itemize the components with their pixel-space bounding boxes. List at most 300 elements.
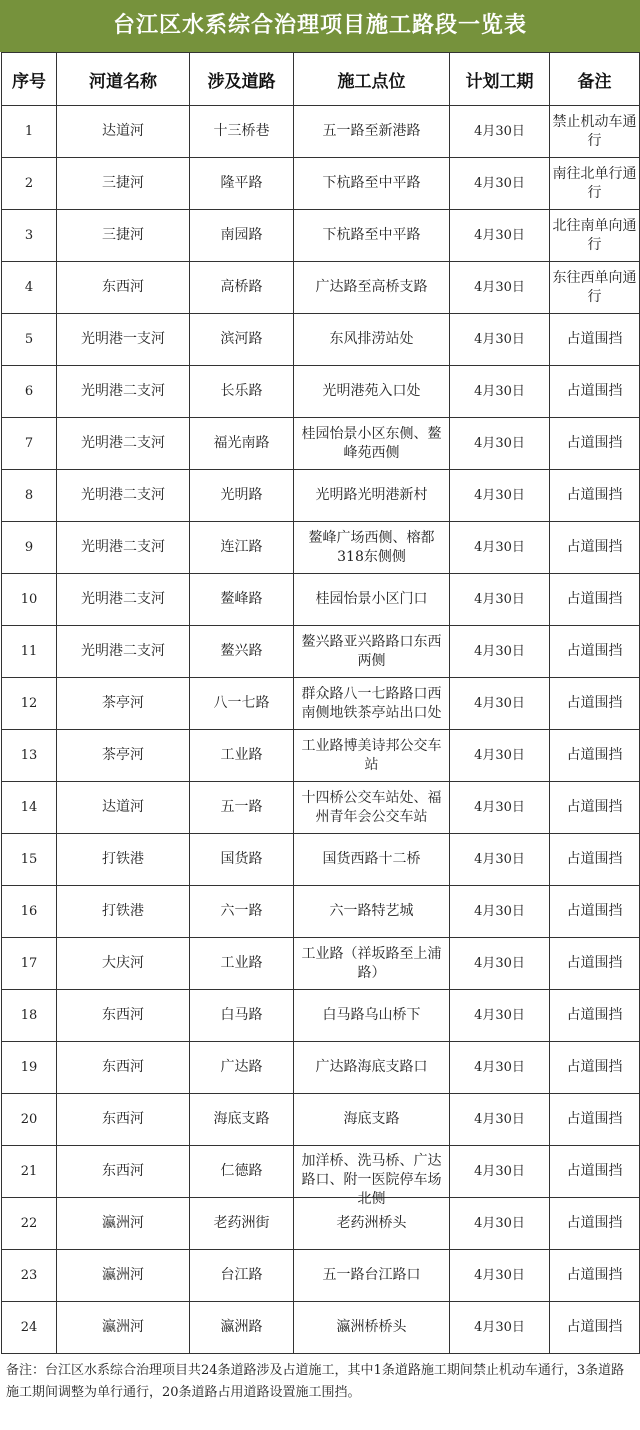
cell-river [57,990,190,1042]
cell-schedule [450,314,550,366]
cell-index-text: 24 [20,1320,38,1335]
cell-index [2,730,57,782]
cell-schedule [450,626,550,678]
cell-road-text: 隆平路 [220,175,263,191]
cell-river-text: 光明港二支河 [81,487,165,503]
table-row [2,1302,640,1354]
cell-remark-text: 占道围挡 [566,799,623,815]
cell-river-text: 光明港二支河 [81,643,165,659]
cell-index-text: 6 [24,384,34,399]
cell-schedule-text: 4月30日 [474,956,525,971]
cell-schedule [450,782,550,834]
cell-road [190,1094,294,1146]
cell-index [2,262,57,314]
cell-remark [550,678,640,730]
cell-remark [550,834,640,886]
cell-site-text: 下杭路至中平路 [322,227,421,243]
cell-remark-text: 占道围挡 [566,1111,623,1127]
cell-remark-text: 占道围挡 [566,1319,623,1335]
cell-remark [550,626,640,678]
cell-road-text: 十三桥巷 [213,123,270,139]
cell-site [294,886,450,938]
cell-remark-text: 占道围挡 [566,539,623,555]
cell-index-text: 12 [20,696,38,711]
cell-river-text: 光明港二支河 [81,383,165,399]
cell-road-text: 八一七路 [213,695,270,711]
cell-index-text: 17 [20,956,38,971]
cell-site-text: 国货西路十二桥 [322,851,421,867]
cell-road-text: 白马路 [220,1007,263,1023]
cell-index [2,990,57,1042]
cell-schedule-text: 4月30日 [474,1268,525,1283]
cell-schedule [450,730,550,782]
cell-river [57,782,190,834]
cell-remark-text: 占道围挡 [566,591,623,607]
cell-river-text: 打铁港 [102,851,144,867]
cell-remark [550,470,640,522]
cell-schedule-text: 4月30日 [474,228,525,243]
cell-river-text: 光明港一支河 [81,331,165,347]
cell-site [294,1146,450,1207]
cell-schedule [450,470,550,522]
cell-schedule [450,366,550,418]
cell-index [2,158,57,210]
cell-remark-text: 占道围挡 [566,1267,623,1283]
cell-site [294,990,450,1042]
cell-remark [550,1042,640,1094]
cell-index [2,782,57,834]
cell-remark [550,1198,640,1250]
cell-road-text: 福光南路 [213,435,270,451]
cell-river-text: 瀛洲河 [102,1319,144,1335]
cell-site [294,262,450,314]
cell-road-text: 五一路 [220,799,263,815]
cell-index [2,1094,57,1146]
cell-road-text: 高桥路 [220,279,263,295]
cell-index-text: 13 [20,748,38,763]
cell-index [2,522,57,574]
cell-road-text: 六一路 [220,903,263,919]
cell-schedule [450,1250,550,1302]
header-river: 河道名称 [57,53,190,106]
table-row [2,210,640,262]
cell-schedule-text: 4月30日 [474,1008,525,1023]
cell-road [190,106,294,158]
cell-schedule [450,262,550,314]
cell-road-text: 鳌峰路 [220,591,263,607]
cell-road [190,314,294,366]
cell-site-text: 工业路博美诗邦公交车站 [301,737,442,773]
cell-site [294,678,450,730]
cell-schedule-text: 4月30日 [474,748,525,763]
cell-schedule-text: 4月30日 [474,540,525,555]
table-row [2,1250,640,1302]
cell-index [2,314,57,366]
cell-site [294,834,450,886]
table-row [2,574,640,626]
cell-site-text: 广达路至高桥支路 [315,279,428,295]
cell-road [190,1198,294,1250]
cell-index-text: 2 [24,176,34,191]
cell-river-text: 东西河 [102,1163,144,1179]
cell-river-text: 大庆河 [102,955,144,971]
cell-schedule [450,1146,550,1198]
cell-index [2,574,57,626]
cell-site-text: 六一路特艺城 [329,903,414,919]
cell-site [294,1042,450,1094]
cell-index-text: 19 [20,1060,38,1075]
cell-index-text: 22 [20,1216,38,1231]
table-row [2,782,640,834]
cell-river-text: 茶亭河 [102,695,144,711]
cell-schedule-text: 4月30日 [474,436,525,451]
cell-index [2,366,57,418]
table-header-row [2,53,640,106]
cell-river [57,366,190,418]
cell-index [2,210,57,262]
table-row [2,886,640,938]
cell-remark-text: 占道围挡 [566,383,623,399]
cell-schedule [450,574,550,626]
cell-index-text: 5 [24,332,34,347]
cell-index [2,1250,57,1302]
cell-schedule [450,938,550,990]
cell-river-text: 东西河 [102,1111,144,1127]
cell-river-text: 光明港二支河 [81,539,165,555]
construction-table [1,52,640,1354]
cell-index [2,886,57,938]
cell-remark-text: 占道围挡 [566,487,623,503]
cell-schedule [450,1094,550,1146]
cell-site-text: 群众路八一七路路口西南侧地铁茶亭站出口处 [301,685,442,721]
table-row [2,418,640,470]
cell-road [190,418,294,470]
cell-remark [550,1094,640,1146]
cell-site [294,730,450,782]
table-row [2,1042,640,1094]
cell-remark [550,1250,640,1302]
cell-remark [550,210,640,262]
cell-road [190,886,294,938]
cell-site [294,314,450,366]
table-row [2,470,640,522]
cell-river [57,106,190,158]
cell-road-text: 瀛洲路 [220,1319,263,1335]
cell-river [57,730,190,782]
cell-road-text: 国货路 [220,851,263,867]
cell-river [57,626,190,678]
cell-remark [550,366,640,418]
cell-river-text: 光明港二支河 [81,591,165,607]
cell-river [57,886,190,938]
cell-road [190,522,294,574]
table-row [2,1146,640,1198]
cell-road [190,626,294,678]
cell-road [190,1302,294,1354]
cell-index [2,1302,57,1354]
cell-river [57,938,190,990]
cell-road [190,574,294,626]
cell-river [57,1146,190,1198]
cell-index [2,1146,57,1198]
cell-site [294,158,450,210]
cell-river [57,314,190,366]
cell-index [2,470,57,522]
cell-road-text: 南园路 [220,227,263,243]
header-site: 施工点位 [294,53,450,106]
cell-river [57,522,190,574]
cell-road [190,730,294,782]
cell-index [2,106,57,158]
cell-road-text: 工业路 [220,955,263,971]
cell-remark [550,522,640,574]
cell-schedule [450,886,550,938]
cell-road-text: 滨河路 [220,331,263,347]
cell-site-text: 十四桥公交车站处、福州青年会公交车站 [301,789,442,825]
cell-remark [550,886,640,938]
cell-schedule [450,158,550,210]
cell-site-text: 白马路乌山桥下 [322,1007,421,1023]
cell-river-text: 达道河 [102,799,144,815]
cell-site [294,522,450,574]
cell-remark [550,782,640,834]
header-index: 序号 [2,53,57,106]
cell-river [57,262,190,314]
cell-index [2,938,57,990]
table-row [2,938,640,990]
cell-river-text: 达道河 [102,123,144,139]
cell-remark [550,418,640,470]
table-row [2,158,640,210]
cell-road-text: 工业路 [220,747,263,763]
cell-schedule-text: 4月30日 [474,696,525,711]
cell-site [294,574,450,626]
header-road: 涉及道路 [190,53,294,106]
cell-river-text: 东西河 [102,279,144,295]
cell-site [294,1250,450,1302]
cell-site [294,366,450,418]
cell-remark [550,574,640,626]
cell-river [57,1094,190,1146]
cell-remark-text: 北往南单向通行 [552,217,637,253]
cell-remark [550,106,640,158]
table-row [2,834,640,886]
cell-road [190,158,294,210]
cell-schedule-text: 4月30日 [474,1112,525,1127]
cell-index [2,678,57,730]
cell-remark-text: 占道围挡 [566,435,623,451]
cell-schedule-text: 4月30日 [474,1216,525,1231]
cell-remark-text: 南往北单行通行 [552,165,637,201]
cell-index-text: 20 [20,1112,38,1127]
cell-index-text: 1 [24,124,34,139]
cell-road [190,470,294,522]
cell-remark-text: 占道围挡 [566,1059,623,1075]
cell-index-text: 18 [20,1008,38,1023]
cell-remark-text: 占道围挡 [566,903,623,919]
cell-river [57,158,190,210]
cell-remark-text: 占道围挡 [566,1163,623,1179]
cell-site-text: 鳌兴路亚兴路路口东西两侧 [301,633,442,669]
cell-remark-text: 占道围挡 [566,1007,623,1023]
cell-schedule-text: 4月30日 [474,332,525,347]
cell-road-text: 长乐路 [220,383,263,399]
cell-site [294,106,450,158]
cell-site-text: 五一路台江路口 [322,1267,421,1283]
cell-schedule [450,1198,550,1250]
cell-site [294,938,450,990]
cell-site-text: 海底支路 [343,1111,400,1127]
cell-schedule-text: 4月30日 [474,1060,525,1075]
cell-remark-text: 占道围挡 [566,851,623,867]
cell-river [57,470,190,522]
cell-remark [550,990,640,1042]
table-row [2,262,640,314]
cell-remark [550,158,640,210]
cell-remark-text: 占道围挡 [566,643,623,659]
cell-remark-text: 占道围挡 [566,695,623,711]
cell-road [190,1146,294,1198]
table-row [2,106,640,158]
cell-schedule-text: 4月30日 [474,280,525,295]
cell-river-text: 瀛洲河 [102,1215,144,1231]
cell-river [57,418,190,470]
footnote: 备注：台江区水系综合治理项目共24条道路涉及占道施工，其中1条道路施工期间禁止机动车通行，3条道路施工期间调整为单行通行，20条道路占用道路设置施工围挡。 [6,1363,625,1400]
cell-index [2,418,57,470]
cell-site [294,626,450,678]
cell-index-text: 9 [24,540,34,555]
cell-index [2,626,57,678]
cell-schedule [450,834,550,886]
cell-schedule [450,106,550,158]
cell-site-text: 下杭路至中平路 [322,175,421,191]
cell-site-text: 五一路至新港路 [322,123,421,139]
cell-road [190,210,294,262]
cell-site-text: 东风排涝站处 [329,331,414,347]
cell-road-text: 仁德路 [220,1163,263,1179]
cell-site-text: 瀛洲桥桥头 [336,1319,407,1335]
cell-river-text: 茶亭河 [102,747,144,763]
cell-river [57,1302,190,1354]
cell-remark-text: 东往西单向通行 [552,269,637,305]
cell-river [57,210,190,262]
cell-road-text: 鳌兴路 [220,643,263,659]
cell-river [57,574,190,626]
cell-schedule-text: 4月30日 [474,800,525,815]
cell-site [294,782,450,834]
cell-index-text: 16 [20,904,38,919]
cell-remark-text: 占道围挡 [566,747,623,763]
header-schedule: 计划工期 [450,53,550,106]
header-remark: 备注 [550,53,640,106]
cell-remark-text: 禁止机动车通行 [552,113,637,149]
cell-river-text: 光明港二支河 [81,435,165,451]
cell-schedule [450,210,550,262]
table-row [2,730,640,782]
cell-index-text: 7 [24,436,34,451]
cell-remark [550,314,640,366]
cell-river [57,678,190,730]
cell-remark [550,1146,640,1198]
cell-schedule-text: 4月30日 [474,124,525,139]
cell-site-text: 桂园怡景小区东侧、鳌峰苑西侧 [301,425,442,461]
table-row [2,990,640,1042]
cell-schedule [450,522,550,574]
cell-schedule-text: 4月30日 [474,1320,525,1335]
cell-road [190,678,294,730]
cell-river [57,834,190,886]
cell-schedule-text: 4月30日 [474,176,525,191]
cell-index-text: 3 [24,228,34,243]
cell-schedule [450,678,550,730]
cell-remark-text: 占道围挡 [566,331,623,347]
cell-river [57,1198,190,1250]
page-title: 台江区水系综合治理项目施工路段一览表 [0,0,640,52]
cell-road-text: 光明路 [220,487,263,503]
cell-site-text: 光明路光明港新村 [315,487,428,503]
table-body [2,106,640,1354]
cell-index-text: 21 [20,1164,38,1179]
cell-remark-text: 占道围挡 [566,1215,623,1231]
cell-index [2,1042,57,1094]
cell-river-text: 瀛洲河 [102,1267,144,1283]
cell-river-text: 东西河 [102,1007,144,1023]
cell-site [294,418,450,470]
cell-road-text: 连江路 [220,539,263,555]
cell-river [57,1042,190,1094]
cell-index [2,834,57,886]
cell-site-text: 鳌峰广场西侧、榕都318东侧侧 [308,529,435,565]
cell-schedule-text: 4月30日 [474,852,525,867]
cell-schedule [450,990,550,1042]
cell-road-text: 台江路 [220,1267,263,1283]
cell-remark [550,730,640,782]
cell-river-text: 三捷河 [102,227,144,243]
cell-schedule-text: 4月30日 [474,644,525,659]
cell-river [57,1250,190,1302]
cell-site-text: 光明港苑入口处 [322,383,421,399]
cell-road [190,834,294,886]
cell-road [190,1042,294,1094]
cell-site [294,470,450,522]
cell-index-text: 11 [20,644,38,659]
cell-schedule-text: 4月30日 [474,592,525,607]
cell-road-text: 老药洲街 [213,1215,270,1231]
cell-river-text: 打铁港 [102,903,144,919]
cell-index-text: 14 [20,800,38,815]
cell-site-text: 工业路（祥坂路至上浦路） [301,945,442,981]
cell-remark [550,262,640,314]
table-row [2,366,640,418]
cell-schedule-text: 4月30日 [474,904,525,919]
cell-site-text: 老药洲桥头 [336,1215,407,1231]
cell-remark-text: 占道围挡 [566,955,623,971]
cell-road [190,938,294,990]
cell-index-text: 8 [24,488,34,503]
table-row [2,1198,640,1250]
cell-remark [550,1302,640,1354]
cell-road [190,782,294,834]
cell-road-text: 广达路 [220,1059,263,1075]
table-row [2,314,640,366]
cell-index-text: 10 [20,592,38,607]
table-row [2,626,640,678]
cell-site [294,1302,450,1354]
cell-schedule-text: 4月30日 [474,1164,525,1179]
cell-river-text: 三捷河 [102,175,144,191]
cell-index-text: 15 [20,852,38,867]
cell-index-text: 23 [20,1268,38,1283]
